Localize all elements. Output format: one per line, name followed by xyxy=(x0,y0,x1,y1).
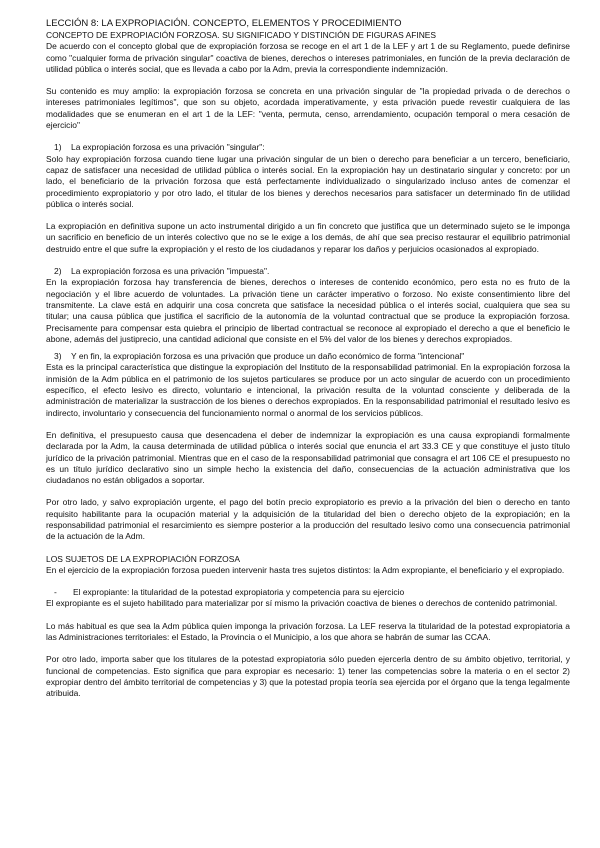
section-title-sujetos: LOS SUJETOS DE LA EXPROPIACIÓN FORZOSA xyxy=(46,553,240,564)
list-item-title: Y en fin, la expropiación forzosa es una privación que produce un daño económico de forma "intencional" xyxy=(71,351,465,362)
list-item-title: El expropiante: la titularidad de la potestad expropiatoria y competencia para su ejercicio xyxy=(73,587,405,598)
paragraph-sujetos: En el ejercicio de la expropiación forzosa pueden intervenir hasta tres sujetos distintos: la Adm expropiante, el beneficiario y el expropiado. xyxy=(46,564,565,575)
paragraph-expropiante: El expropiante es el sujeto habilitado para materializar por sí mismo la privación coactiva de bienes o derechos de contenido patrimonial. xyxy=(46,598,558,609)
list-number: 3) xyxy=(54,351,62,362)
list-item-expropiante xyxy=(46,587,570,598)
paragraph-intencional: Esta es la principal característica que distingue la expropiación del Instituto de la responsabilidad patrimonial. En la expropiación forzosa la inmisión de la Adm pública en el patrimonio de los sujetos particulares se produce por un acto singular de acuerdo con un procedimiento específico, el efecto lesivo es directo, voluntario e intencional, la privación resulta de la voluntad consciente y deliberada de la administración de materializar la sustracción de los bienes o derechos expropiados. En la responsabilidad patrimonial el resultado lesivo es indirecto, involuntario y consecuencia del funcionamiento normal o anormal de los servicios públicos. xyxy=(46,362,570,418)
paragraph-instrumental: La expropiación en definitiva supone un acto instrumental dirigido a un fin concreto que justifica que un determinado sujeto se le imponga un sacrificio en beneficio de un interés colectivo que no se le exige a los demás, de ahí que sea preciso restaurar el equilibrio patrimonial destruido entre el que sufre la expropiación y el resto de los ciudadanos y reparar los daños y perjuicios ocasionados al expropiado. xyxy=(46,221,570,254)
list-item-title: La expropiación forzosa es una privación "impuesta". xyxy=(71,266,270,277)
list-number: 2) xyxy=(54,266,62,277)
list-number: 1) xyxy=(54,142,62,153)
paragraph-competencias: Por otro lado, importa saber que los titulares de la potestad expropiatoria sólo pueden ejercerla dentro de su ámbito objetivo, territorial, y funcional de competencias. Esto significa que para expropiar es necesario: 1) tener las competencias sobre la materia o en el sector 2) expropiar dentro del ámbito territorial de competencias y 3) que la potestad propia teoría sea ejercida por el órgano que la tenga legalmente atribuida. xyxy=(46,654,570,699)
list-item-impuesta xyxy=(46,266,570,277)
paragraph-habitual: Lo más habitual es que sea la Adm pública quien imponga la privación forzosa. La LEF reserva la titularidad de la potestad expropiatoria a las Administraciones territoriales: el Estado, la Provincia o el Municipio, a los que ahora se habrán de sumar las CCAA. xyxy=(46,620,570,643)
list-item-singular xyxy=(46,142,570,153)
paragraph-definitiva: En definitiva, el presupuesto causa que desencadena el deber de indemnizar la expropiación es una causa expropiandi formalmente declarada por la Adm, la causa determinada de utilidad pública o interés social que enuncia el art 33.3 CE y que constituye el justo título jurídico de la privación patrimonial. Mientras que en el caso de la responsabilidad patrimonial que consagra el art 106 CE el presupuesto no es un título jurídico declarativo sino un simple hecho la existencia del daño, consecuencias de la actuación administrativa que los ciudadanos no están obligados a soportar. xyxy=(46,429,570,486)
list-item-title: La expropiación forzosa es una privación "singular": xyxy=(71,142,265,153)
paragraph-pago: Por otro lado, y salvo expropiación urgente, el pago del botín precio expropiatorio es previo a la privación del bien o derecho en tanto requisito habilitante para la ocupación material y la adquisición de la titularidad del bien o derecho objeto de la expropiación; en la responsabilidad patrimonial el resarcimiento es siempre posterior a la producción del resultado lesivo como una consecuencia patrimonial de la actuación de la Adm. xyxy=(46,497,570,542)
section-title-concept: CONCEPTO DE EXPROPIACIÓN FORZOSA. SU SIGNIFICADO Y DISTINCIÓN DE FIGURAS AFINES xyxy=(46,30,437,40)
paragraph-impuesta: En la expropiación forzosa hay transferencia de bienes, derechos o intereses de contenido económico, pero esta no es fruto de la negociación y el libre acuerdo de voluntades. La privación tiene un carácter imperativo o forzoso. No existe consentimiento libre del transmitente. La clave está en adquirir una cosa concreta que satisface la necesidad pública o el interés social, cualquiera que sea su titular; una causa pública que justifica el sacrificio de la autonomía de la voluntad contractual que se produce la expropiación forzosa. Precisamente para compensar esta quiebra el principio de libertad contractual se reconoce al expropiado el derecho a que el beneficio le abone, además del justiprecio, una cantidad adicional que consiste en el 5% del valor de los bienes y derechos expropiados. xyxy=(46,277,570,344)
paragraph-content: Su contenido es muy amplio: la expropiación forzosa se concreta en una privación singular de "la propiedad privada o de derechos o intereses patrimoniales legítimos", que son su objeto, acordada imperativamente, y esta privación puede revestir cualquiera de las modalidades que se enumeran en el art 1 de la LEF: "venta, permuta, censo, arrendamiento, ocupación temporal o mera cesación de ejercicio" xyxy=(46,86,570,131)
dash-bullet: - xyxy=(54,587,57,598)
paragraph-definition: De acuerdo con el concepto global que de expropiación forzosa se recoge en el art 1 de la LEF y art 1 de su Reglamento, puede definirse como "cualquier forma de privación singular" coactiva de bienes, derechos o intereses patrimoniales, en función de la previa declaración de utilidad pública o interés social, que es llevada a cabo por la Adm, previa la correspondiente indemnización. xyxy=(46,41,570,74)
lesson-title: LECCIÓN 8: LA EXPROPIACIÓN. CONCEPTO, ELEMENTOS Y PROCEDIMIENTO xyxy=(46,18,402,29)
paragraph-singular: Solo hay expropiación forzosa cuando tiene lugar una privación singular de un bien o derecho para beneficiar a un tercero, beneficiario, capaz de satisfacer una necesidad de utilidad pública o interés social. En la expropiación hay un destinatario singular y concreto: por un lado, el beneficiario de la privación forzosa que está perfectamente individualizado o singularizado incluso antes de comenzar el procedimiento expropiatorio y por otro lado, el titular de los bienes y derechos necesarios para satisfacer un determinado fin de utilidad pública o interés social. xyxy=(46,153,570,209)
list-item-intencional xyxy=(46,351,570,362)
